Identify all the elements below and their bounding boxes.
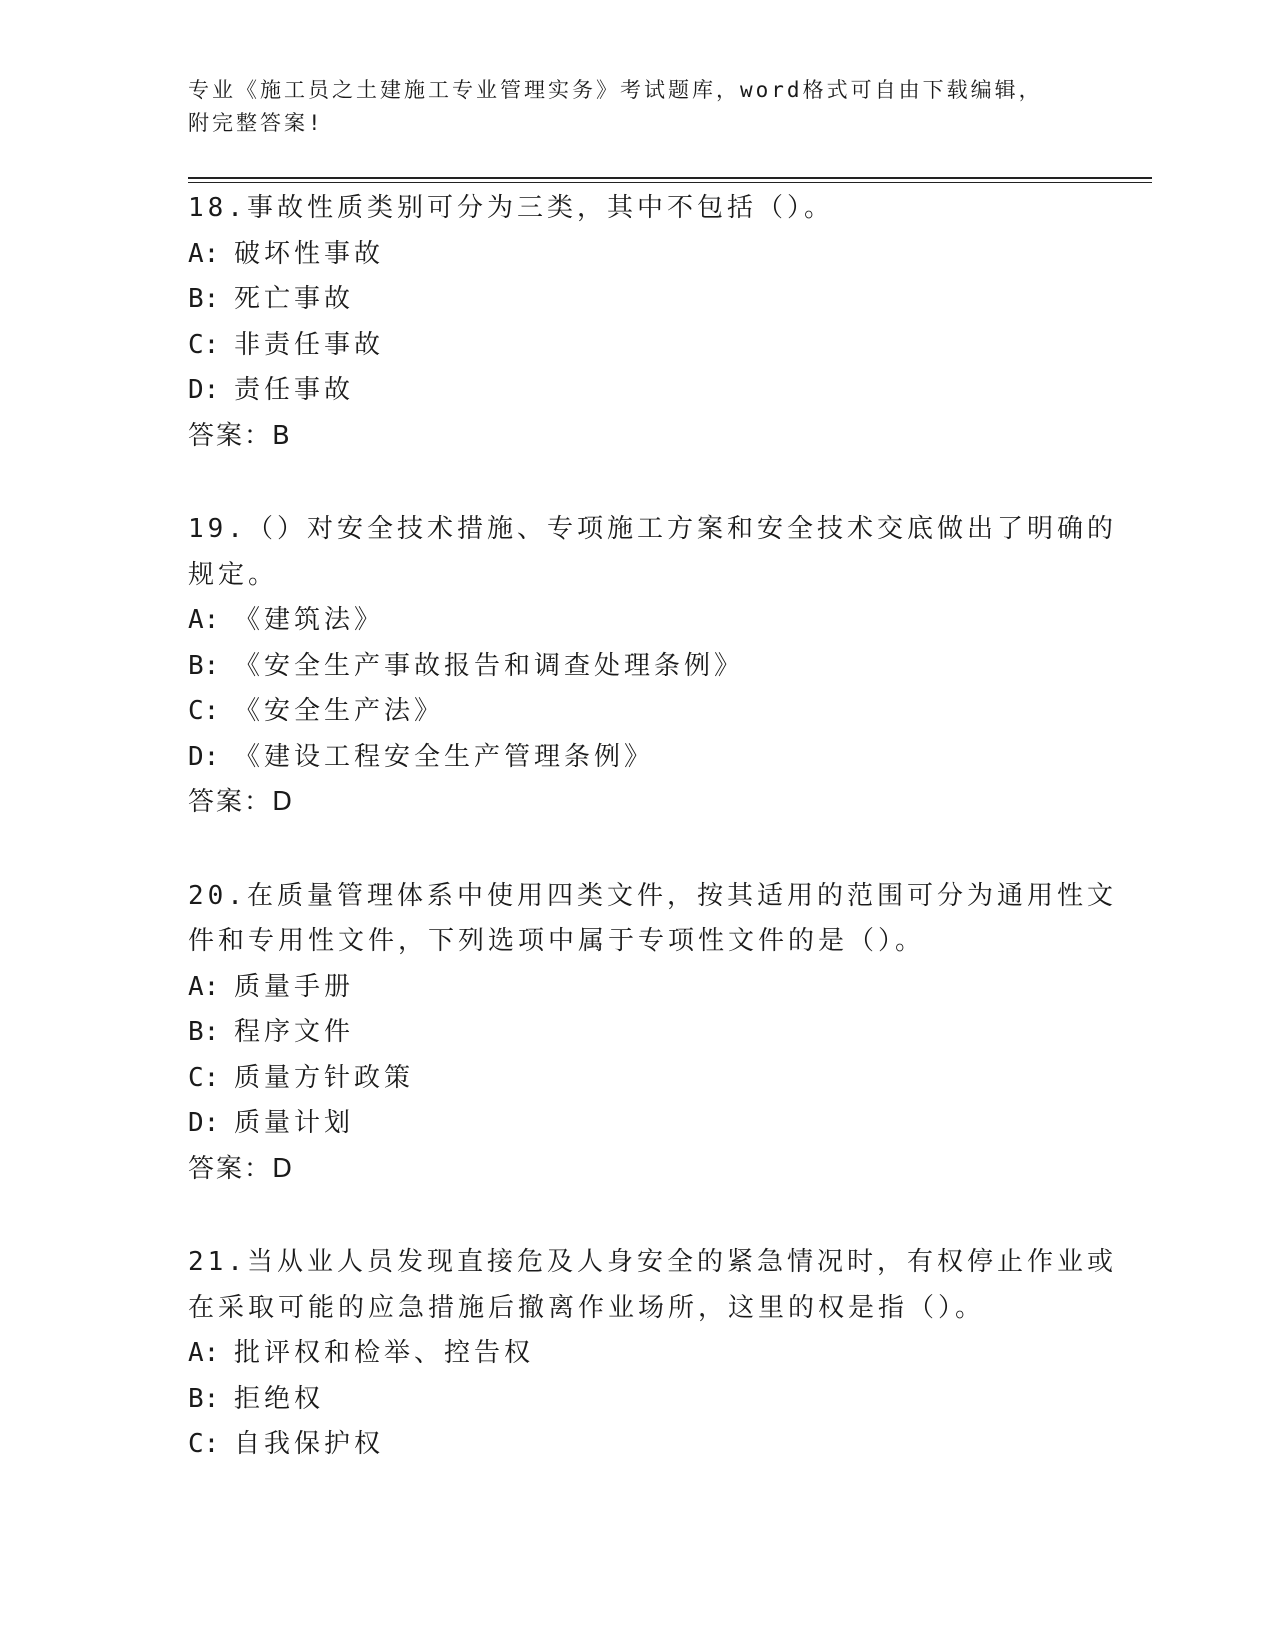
option-b <box>188 277 1088 323</box>
answer-line: 答案：D <box>188 1153 295 1184</box>
option-key: D: <box>188 375 220 405</box>
option-c <box>188 1422 1088 1468</box>
question-stem-continued: 规定。 <box>188 559 279 590</box>
answer-line: 答案：B <box>188 420 292 451</box>
answer-line: 答案：D <box>188 787 295 817</box>
option-text: 拒绝权 <box>234 1383 325 1414</box>
option-b <box>188 644 1088 690</box>
question-stem: 21.当从业人员发现直接危及人身安全的紧急情况时，有权停止作业或 <box>188 1247 1117 1277</box>
question-stem: 20.在质量管理体系中使用四类文件，按其适用的范围可分为通用性文 <box>188 880 1117 911</box>
question-18 <box>188 186 1088 459</box>
option-d <box>188 735 1088 781</box>
option-text: 《建设工程安全生产管理条例》 <box>234 741 655 772</box>
option-text: 非责任事故 <box>234 329 385 360</box>
header-divider-thick <box>188 177 1152 179</box>
option-a <box>188 965 1088 1011</box>
option-d <box>188 368 1088 414</box>
option-a <box>188 232 1088 278</box>
option-text: 《建筑法》 <box>234 605 385 635</box>
option-key: B: <box>188 1383 220 1414</box>
option-text: 程序文件 <box>234 1017 355 1047</box>
option-key: C: <box>188 1062 220 1093</box>
option-key: D: <box>188 741 220 772</box>
option-b <box>188 1010 1088 1056</box>
option-a <box>188 1331 1088 1377</box>
option-key: A: <box>188 971 220 1002</box>
option-key: B: <box>188 284 220 314</box>
option-text: 死亡事故 <box>234 284 355 314</box>
option-d <box>188 1101 1088 1147</box>
question-stem: 18.事故性质类别可分为三类，其中不包括（）。 <box>188 193 834 223</box>
option-a <box>188 598 1088 644</box>
header-divider-thin <box>188 182 1152 183</box>
document-header <box>188 74 1088 140</box>
option-text: 质量手册 <box>234 971 355 1002</box>
header-line-2: 附完整答案! <box>188 111 324 135</box>
option-b <box>188 1377 1088 1423</box>
option-text: 破坏性事故 <box>234 238 385 269</box>
option-text: 质量计划 <box>234 1108 355 1138</box>
option-text: 质量方针政策 <box>234 1062 415 1093</box>
option-key: A: <box>188 238 220 269</box>
question-20 <box>188 874 1117 1193</box>
header-line-1: 专业《施工员之土建施工专业管理实务》考试题库，word格式可自由下载编辑， <box>188 78 1043 102</box>
option-key: A: <box>188 605 220 635</box>
question-19 <box>188 507 1117 826</box>
option-text: 批评权和检举、控告权 <box>234 1338 535 1368</box>
question-stem-continued: 件和专用性文件，下列选项中属于专项性文件的是（）。 <box>188 926 926 956</box>
option-text: 责任事故 <box>234 375 355 405</box>
option-key: B: <box>188 1017 220 1047</box>
option-c <box>188 689 1088 735</box>
option-key: C: <box>188 329 220 360</box>
option-key: A: <box>188 1338 220 1368</box>
option-text: 《安全生产事故报告和调查处理条例》 <box>234 650 745 681</box>
option-key: B: <box>188 650 220 681</box>
option-c <box>188 1056 1088 1102</box>
option-key: D: <box>188 1108 220 1138</box>
option-text: 自我保护权 <box>234 1429 385 1459</box>
question-stem-continued: 在采取可能的应急措施后撤离作业场所，这里的权是指（）。 <box>188 1292 986 1323</box>
option-text: 《安全生产法》 <box>234 696 445 726</box>
option-key: C: <box>188 696 220 726</box>
option-c <box>188 323 1088 369</box>
question-stem: 19.（）对安全技术措施、专项施工方案和安全技术交底做出了明确的 <box>188 514 1117 544</box>
option-key: C: <box>188 1429 220 1459</box>
question-list <box>188 186 1117 1516</box>
question-21 <box>188 1240 1117 1468</box>
